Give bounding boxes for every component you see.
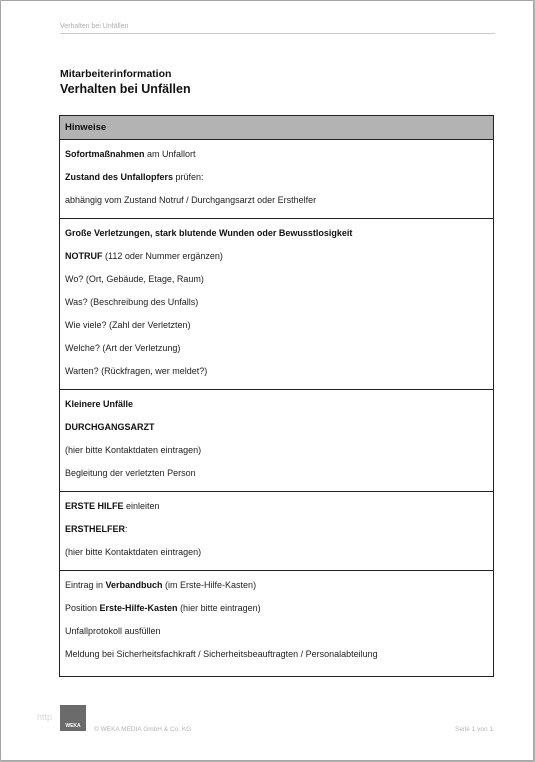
table-line: abhängig vom Zustand Notruf / Durchgangsarzt oder Ersthelfer	[65, 195, 317, 205]
table-line: Wie viele? (Zahl der Verletzten)	[65, 320, 191, 330]
logo-word: WEKA	[65, 723, 81, 729]
table-line: Was? (Beschreibung des Unfalls)	[65, 297, 199, 307]
info-table	[59, 115, 494, 677]
table-line: Große Verletzungen, stark blutende Wunden oder Bewusstlosigkeit	[65, 228, 353, 238]
table-line: ERSTE HILFE einleiten	[65, 501, 160, 511]
table-line: Begleitung der verletzten Person	[65, 468, 196, 478]
footer-copyright: © WEKA MEDIA GmbH & Co. KG	[94, 726, 192, 733]
section-notruf	[60, 219, 493, 390]
table-line: Welche? (Art der Verletzung)	[65, 343, 181, 353]
table-line: Sofortmaßnahmen am Unfallort	[65, 149, 196, 159]
document-kicker: Mitarbeiterinformation	[60, 68, 172, 80]
table-line: (hier bitte Kontaktdaten eintragen)	[65, 445, 202, 455]
section-dokumentation	[60, 571, 493, 676]
footer-page-number: Seite 1 von 1	[455, 726, 493, 733]
table-line: Zustand des Unfallopfers prüfen:	[65, 172, 204, 182]
footer-faint-text: http	[37, 712, 53, 722]
table-line: DURCHGANGSARZT	[65, 422, 155, 432]
table-line: ERSTHELFER:	[65, 524, 128, 534]
section-sofortmassnahmen	[60, 140, 493, 219]
table-line: Meldung bei Sicherheitsfachkraft / Sicherheitsbeauftragten / Personalabteilung	[65, 649, 378, 659]
table-line: Eintrag in Verbandbuch (im Erste-Hilfe-Kasten)	[65, 580, 257, 590]
table-header: Hinweise	[60, 116, 493, 140]
section-kleinere-unfaelle	[60, 390, 493, 492]
table-line: Unfallprotokoll ausfüllen	[65, 626, 161, 636]
document-title: Verhalten bei Unfällen	[60, 82, 191, 96]
table-line: Kleinere Unfälle	[65, 399, 134, 409]
table-line: NOTRUF (112 oder Nummer ergänzen)	[65, 251, 223, 261]
running-header: Verhalten bei Unfällen	[60, 23, 495, 34]
table-line: Wo? (Ort, Gebäude, Etage, Raum)	[65, 274, 204, 284]
table-line: Position Erste-Hilfe-Kasten (hier bitte eintragen)	[65, 603, 261, 613]
section-erste-hilfe	[60, 492, 493, 571]
table-line: Warten? (Rückfragen, wer meldet?)	[65, 366, 208, 376]
weka-logo	[60, 705, 86, 731]
table-line: (hier bitte Kontaktdaten eintragen)	[65, 547, 202, 557]
document-page	[1, 1, 533, 760]
